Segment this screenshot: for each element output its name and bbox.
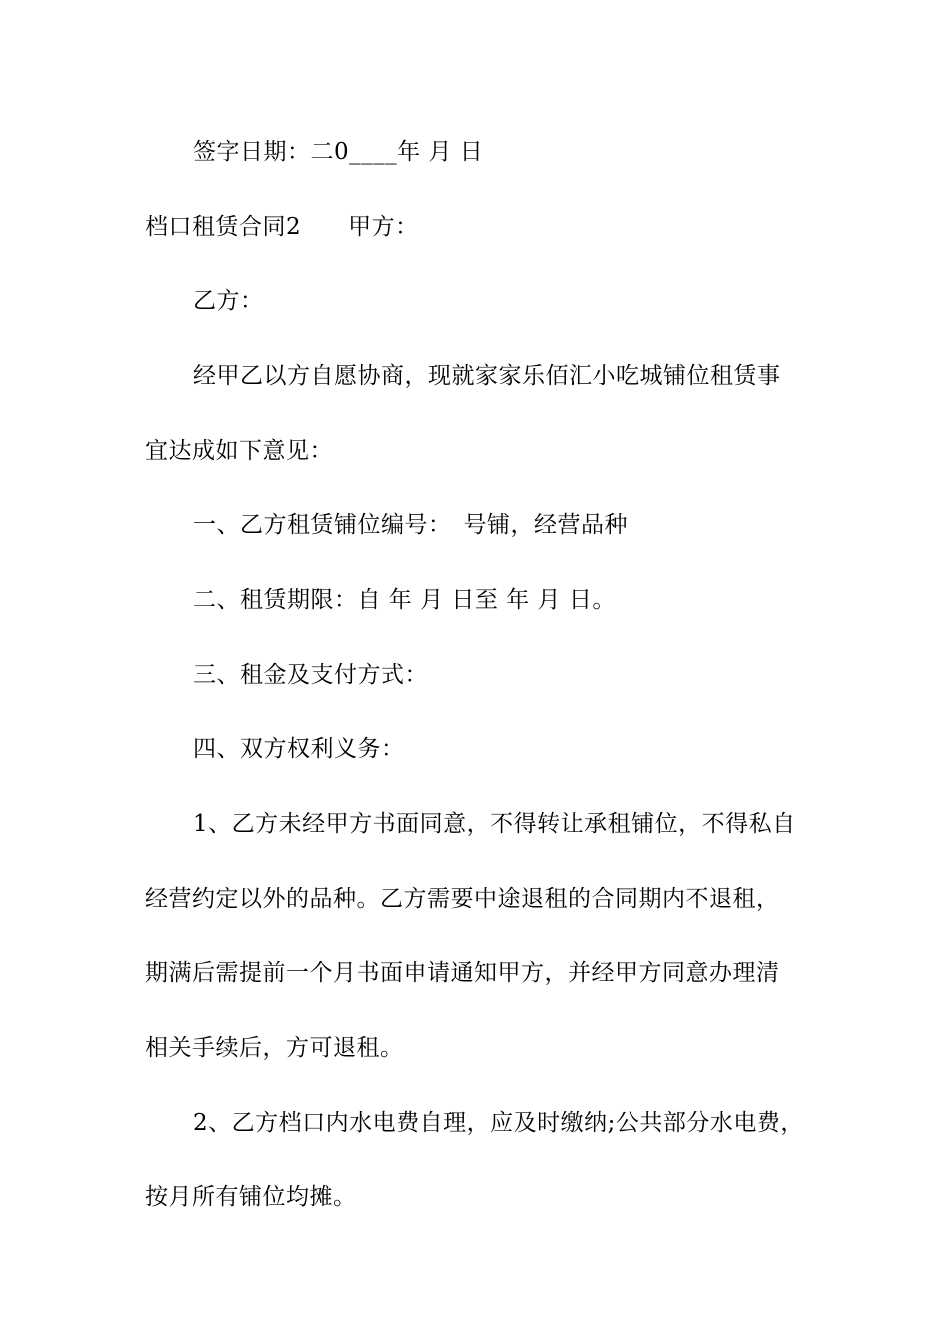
clause-1-line: 一、乙方租赁铺位编号： 号铺，经营品种: [193, 512, 628, 538]
item-1-line-3: 期满后需提前一个月书面申请通知甲方，并经甲方同意办理清: [145, 960, 780, 986]
item-1-line-1: 1、乙方未经甲方书面同意，不得转让承租铺位，不得私自: [193, 811, 796, 837]
clause-2-line: 二、租赁期限：自 年 月 日至 年 月 日。: [193, 587, 616, 613]
clause-3-line: 三、租金及支付方式：: [193, 662, 428, 688]
item-2-line-2: 按月所有铺位均摊。: [145, 1184, 357, 1210]
signature-date-line: 签字日期：二0____年 月 日: [193, 139, 484, 165]
contract-title-party-a-line: 档口租赁合同2 甲方：: [145, 214, 419, 240]
party-b-line: 乙方：: [193, 288, 264, 314]
item-2-line-1: 2、乙方档口内水电费自理，应及时缴纳;公共部分水电费，: [193, 1110, 804, 1136]
item-1-line-2: 经营约定以外的品种。乙方需要中途退租的合同期内不退租，: [145, 886, 780, 912]
paragraph-intro-line-2: 宜达成如下意见：: [145, 438, 333, 464]
clause-4-line: 四、双方权利义务：: [193, 736, 405, 762]
paragraph-intro-line-1: 经甲乙以方自愿协商，现就家家乐佰汇小吃城铺位租赁事: [193, 363, 781, 389]
item-1-line-4: 相关手续后，方可退租。: [145, 1035, 404, 1061]
